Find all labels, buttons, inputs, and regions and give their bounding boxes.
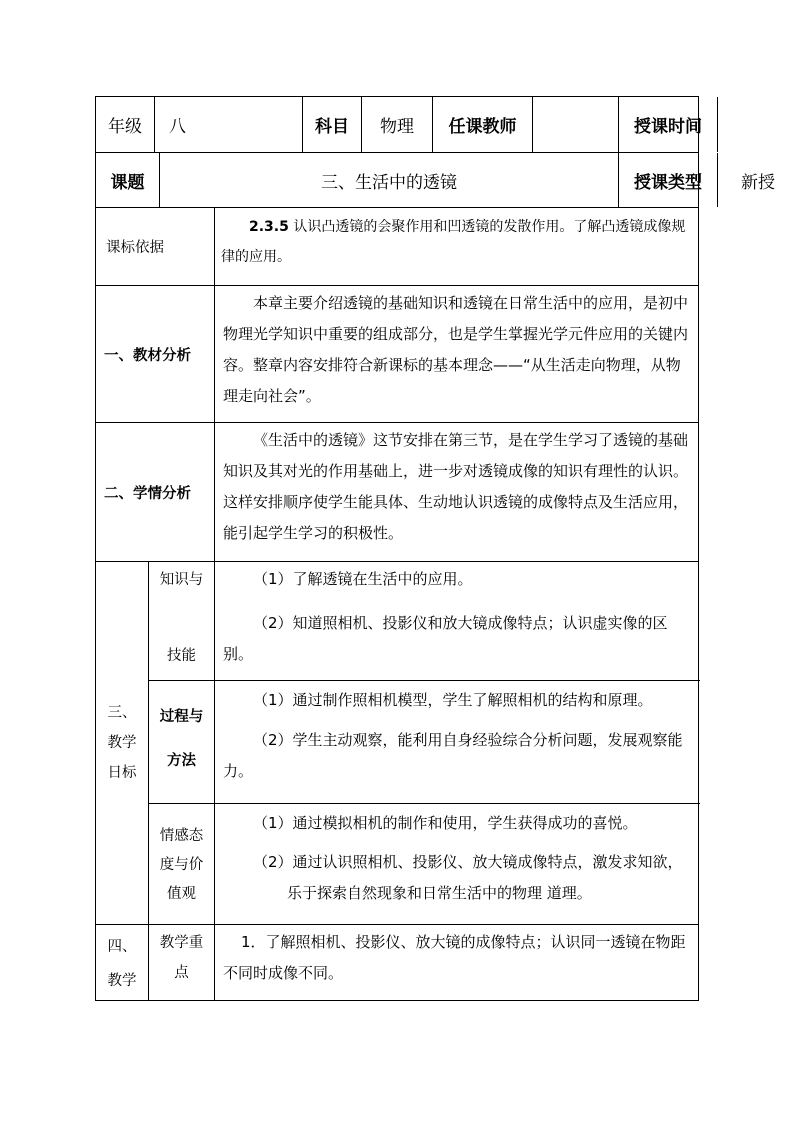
focus-text: 1．了解照相机、投影仪、放大镜的成像特点；认识同一透镜在物距不同时成像不同。 bbox=[223, 933, 686, 982]
standard-content bbox=[215, 208, 698, 285]
process-item-2: （2）学生主动观察，能利用自身经验综合分析问题，发展观察能力。 bbox=[223, 731, 683, 780]
subject-label: 科目 bbox=[315, 117, 349, 137]
emotion-content bbox=[215, 804, 698, 926]
process-content bbox=[215, 681, 698, 803]
standard-label: 课标依据 bbox=[106, 240, 164, 256]
type-value: 新授 bbox=[741, 172, 775, 193]
emotion-item-2a: （2）通过认识照相机、投影仪、放大镜成像特点，激发求知欲， bbox=[253, 853, 683, 871]
standard-code: 2.3.5 bbox=[249, 219, 289, 235]
standard-row bbox=[95, 207, 699, 286]
standard-body: 认识凸透镜的会聚作用和凹透镜的发散作用。了解凸透镜成像规律的应用。 bbox=[221, 219, 686, 265]
students-text: 《生活中的透镜》这节安排在第三节，是在学生学习了透镜的基础知识及其对光的作用基础上，进一步对透镜成像的知识有理性的认识。这样安排顺序使学生能具体、生动地认识透镜的成像特点及生活应用，能引起学生学习的积极性。 bbox=[223, 431, 689, 542]
knowledge-item-1: （1）了解透镜在生活中的应用。 bbox=[253, 570, 473, 588]
time-value bbox=[718, 97, 794, 152]
standard-text bbox=[221, 212, 692, 272]
focus-label: 四、 教学 bbox=[107, 939, 137, 989]
process-label: 过程与 方法 bbox=[159, 709, 204, 769]
grade-label: 年级 bbox=[108, 117, 142, 137]
topic-label: 课题 bbox=[110, 172, 145, 193]
teacher-label: 任课教师 bbox=[448, 117, 517, 137]
focus-row bbox=[95, 924, 699, 1001]
process-item-1: （1）通过制作照相机模型，学生了解照相机的结构和原理。 bbox=[253, 691, 653, 709]
time-label: 授课时间 bbox=[634, 117, 702, 137]
students-content bbox=[215, 423, 698, 561]
students-row bbox=[95, 422, 699, 562]
goals-row bbox=[95, 561, 699, 925]
textbook-row bbox=[95, 285, 699, 423]
focus-content bbox=[215, 925, 698, 1000]
knowledge-label: 知识与 技能 bbox=[159, 572, 204, 664]
topic-value: 三、生活中的透镜 bbox=[321, 172, 457, 193]
subject-value: 物理 bbox=[380, 117, 414, 137]
teacher-value bbox=[533, 97, 618, 152]
textbook-label: 一、教材分析 bbox=[104, 347, 191, 364]
grade-value: 八 bbox=[169, 117, 186, 137]
students-label: 二、学情分析 bbox=[104, 485, 191, 502]
goals-label: 三、 教学 日标 bbox=[107, 705, 137, 781]
emotion-item-1: （1）通过模拟相机的制作和使用，学生获得成功的喜悦。 bbox=[253, 814, 638, 832]
topic-row bbox=[95, 152, 775, 208]
knowledge-item-2: （2）知道照相机、投影仪和放大镜成像特点；认识虚实像的区别。 bbox=[223, 614, 668, 663]
textbook-text: 本章主要介绍透镜的基础知识和透镜在日常生活中的应用，是初中物理光学知识中重要的组成部分，也是学生掌握光学元件应用的关键内容。整章内容安排符合新课标的基本理念——“从生活走向物理，从物理走向社会”。 bbox=[223, 294, 689, 405]
header-row bbox=[95, 96, 702, 153]
type-label: 授课类型 bbox=[634, 172, 702, 193]
knowledge-content bbox=[215, 562, 698, 680]
textbook-content bbox=[215, 286, 698, 422]
emotion-label: 情感态 度与价 值观 bbox=[159, 827, 204, 902]
focus-sub-label: 教学重 点 bbox=[159, 935, 204, 981]
emotion-item-2b: 乐于探索自然现象和日常生活中的物理 道理。 bbox=[287, 884, 592, 902]
